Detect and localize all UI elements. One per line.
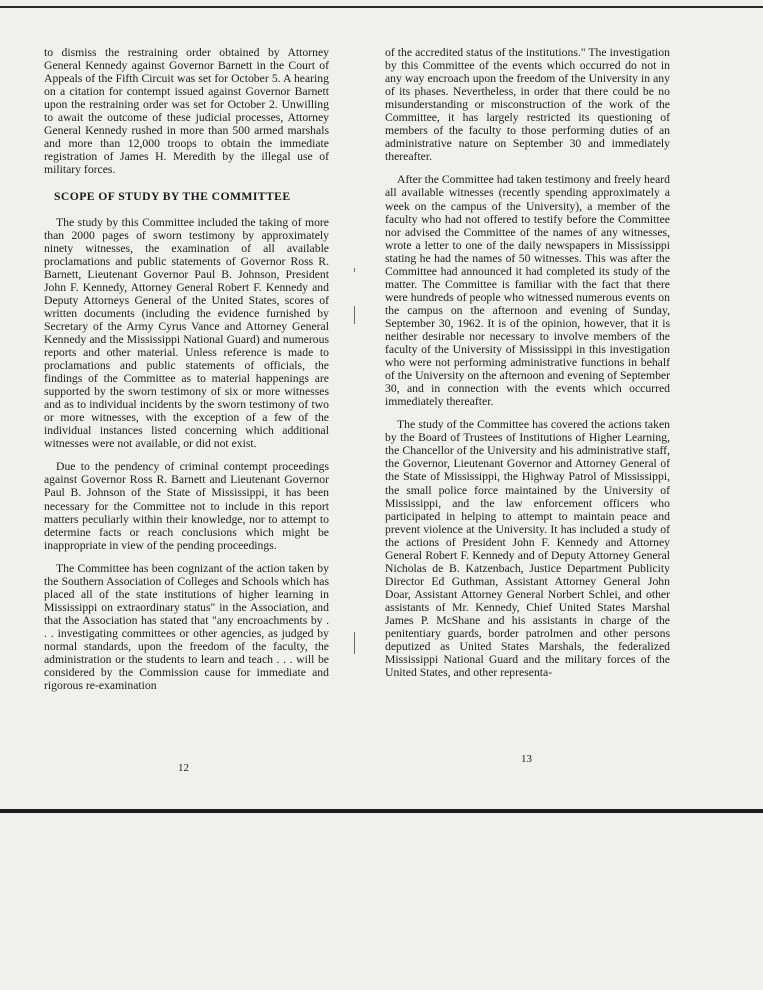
paragraph: After the Committee had taken testimony and freely heard all available witnesses (recently spending approximately a week on the campus of the University), a member of the faculty who had not offered to testify before the Committee nor advised the Committee of the names of any witnesses, wrote a letter to one of the daily newspapers in Mississippi stating he had the names of 50 witnesses. This was after the Committee had announced it had completed its study of the matter. The Committee is familiar with the fact that there were hundreds of people who witnessed numerous events on the campus on the afternoon and evening of Sunday, September 30, 1962. It is of the opinion, however, that it is neither desirable nor necessary to involve members of the faculty of the University of Mississippi in this investigation who were not performing administrative functions in behalf of the University on the afternoon and evening of September 30, and in connection with the events which occurred immediately thereafter. <box>385 173 670 409</box>
paragraph: of the accredited status of the institutions." The investigation by this Committee of the events which occurred do not in any way encroach upon the freedom of the University in any of its phases. Nevertheless, in order that there could be no misunderstanding or misconstruction of the work of the Committee, it has largely restricted its questioning of members of the faculty to those performing duties of an administrative nature on September 30 and immediately thereafter. <box>385 46 670 164</box>
page-number-right: 13 <box>521 753 532 765</box>
paragraph: The study of the Committee has covered the actions taken by the Board of Trustees of Institutions of Higher Learning, the Chancellor of the University and his administrative staff, the Governor, Lieutenant Governor and Attorney General of the State of Mississippi, the Highway Patrol of Mississippi, the small police force maintained by the University of Mississippi, and the law enforcement officers who participated in helping to attempt to maintain peace and prevent violence at the University. It has included a study of the actions of President John F. Kennedy and Attorney General Robert F. Kennedy and of Deputy Attorney General Nicholas de B. Katzenbach, Justice Department Publicity Director Ed Guthman, Assistant Attorney General John Doar, Assistant Attorney General Norbert Schlei, and other assistants of Mr. Kennedy, Chief United States Marshal James P. McShane and his assistants in charge of the penitentiary guards, border patrolmen and other persons deputized as United States Marshals, the federalized Mississippi National Guard and the military forces of the United States, and other representa- <box>385 418 670 680</box>
gutter-mark <box>354 306 355 324</box>
paragraph: The Committee has been cognizant of the action taken by the Southern Association of Colleges and Schools which has placed all of the state institutions of higher learning in Mississippi on extraordinary status" in the Association, and that the Association has stated that "any encroachments by . . . investigating committees or other agencies, as judged by normal standards, upon the freedom of the faculty, the administration or the students to learn and teach . . . will be considered by the Commission cause for immediate and rigorous re-examination <box>44 561 329 693</box>
page-number-left: 12 <box>178 762 189 774</box>
gutter-mark <box>354 268 355 272</box>
section-heading: SCOPE OF STUDY BY THE COMMITTEE <box>54 190 291 204</box>
bottom-rule <box>0 809 763 813</box>
paragraph: The study by this Committee included the taking of more than 2000 pages of sworn testimony by approximately ninety witnesses, the examination of all available proclamations and public statements of Governor Ross R. Barnett, Lieutenant Governor Paul B. Johnson, President John F. Kennedy, Attorney General Robert F. Kennedy and Deputy Attorneys General of the United States, scores of written documents (including the evidence furnished by Secretary of the Army Cyrus Vance and Attorney General Kennedy and the Mississippi National Guard) and numerous reports and other material. Unless reference is made to proclamations and public statements of officials, the findings of the Committee as to material happenings are supported by the sworn testimony of six or more witnesses and as to individual incidents by the sworn testimony of two or more witnesses, with the exception of a few of the individual instances listed concerning which additional witnesses were not available, or did not exist. <box>44 215 329 451</box>
top-rule <box>0 6 763 8</box>
left-page-column <box>44 46 329 702</box>
gutter-mark <box>354 632 355 654</box>
right-page-column <box>385 46 670 689</box>
paragraph: Due to the pendency of criminal contempt proceedings against Governor Ross R. Barnett and Lieutenant Governor Paul B. Johnson of the State of Mississippi, it has been necessary for the Committee not to include in this report matters peculiarly within their knowledge, nor to attempt to determine facts or reach conclusions which might be inappropriate in view of the pending proceedings. <box>44 460 329 552</box>
paragraph: to dismiss the restraining order obtained by Attorney General Kennedy against Governor Barnett in the Court of Appeals of the Fifth Circuit was set for October 5. A hearing on a citation for contempt issued against Governor Barnett upon the restraining order was set for October 2. Unwilling to await the outcome of these judicial processes, Attorney General Kennedy rushed in more than 500 armed marshals and more than 12,000 troops to obtain the immediate registration of James H. Meredith by the illegal use of military forces. <box>44 46 329 177</box>
